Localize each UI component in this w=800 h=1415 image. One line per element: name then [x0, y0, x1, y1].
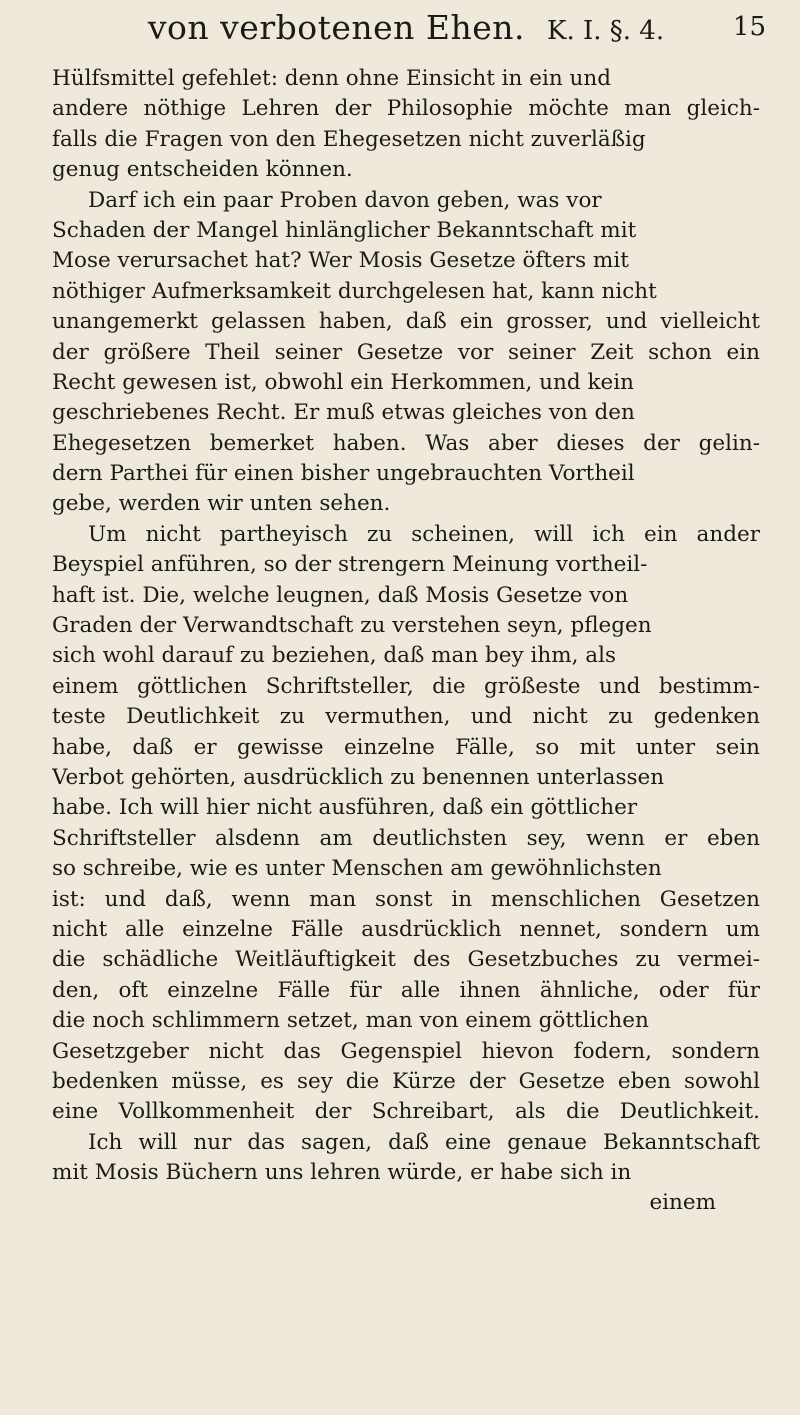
running-header [52, 0, 766, 58]
text-line: Recht gewesen ist, obwohl ein Herkommen, und kein [52, 369, 634, 395]
text-line: Graden der Verwandtschaft zu verstehen seyn, pflegen [52, 613, 652, 639]
text-line: Gesetzgeber nicht das Gegenspiel hievon fodern, sondern [52, 1038, 760, 1064]
text-line: geschriebenes Recht. Er muß etwas gleiches von den [52, 400, 635, 426]
chapter-section-reference: K. I. §. 4. [547, 16, 665, 46]
running-title: von verbotenen Ehen. [147, 8, 526, 47]
text-line: unangemerkt gelassen haben, daß ein grosser, und vielleicht [52, 309, 760, 335]
text-line: die schädliche Weitläuftigkeit des Gesetzbuches zu vermei- [52, 947, 760, 973]
page-number: 15 [732, 12, 766, 42]
text-line: genug entscheiden können. [52, 157, 353, 183]
text-line: einem göttlichen Schriftsteller, die größeste und bestimm- [52, 673, 760, 699]
text-line: Um nicht partheyisch zu scheinen, will ich ein ander [88, 521, 760, 547]
text-line: habe. Ich will hier nicht ausführen, daß ein göttlicher [52, 795, 638, 821]
catchword: einem [649, 1190, 716, 1216]
text-line: die noch schlimmern setzet, man von einem göttlichen [52, 1008, 649, 1034]
text-line: Schriftsteller alsdenn am deutlichsten sey, wenn er eben [52, 825, 760, 851]
text-line: ist: und daß, wenn man sonst in menschlichen Gesetzen [52, 886, 760, 912]
body-text [52, 64, 760, 1219]
text-line: nicht alle einzelne Fälle ausdrücklich nennet, sondern um [52, 916, 760, 942]
text-line: bedenken müsse, es sey die Kürze der Gesetze eben sowohl [52, 1068, 760, 1094]
text-line: den, oft einzelne Fälle für alle ihnen ähnliche, oder für [52, 977, 760, 1003]
text-line: Darf ich ein paar Proben davon geben, was vor [88, 187, 602, 213]
text-line: mit Mosis Büchern uns lehren würde, er habe sich in [52, 1160, 632, 1186]
text-line: Hülfsmittel gefehlet: denn ohne Einsicht in ein und [52, 66, 611, 91]
text-line: eine Vollkommenheit der Schreibart, als die Deutlichkeit. [52, 1099, 760, 1125]
text-line: so schreibe, wie es unter Menschen am gewöhnlichsten [52, 856, 662, 882]
text-line: falls die Fragen von den Ehegesetzen nicht zuverläßig [52, 126, 646, 152]
text-line: Schaden der Mangel hinlänglicher Bekanntschaft mit [52, 217, 637, 243]
text-line: Verbot gehörten, ausdrücklich zu benennen unterlassen [52, 764, 665, 790]
text-line: Ehegesetzen bemerket haben. Was aber dieses der gelin- [52, 430, 760, 456]
text-line: teste Deutlichkeit zu vermuthen, und nicht zu gedenken [52, 704, 760, 730]
text-line: Ich will nur das sagen, daß eine genaue Bekanntschaft [88, 1129, 760, 1155]
text-line: Mose verursachet hat? Wer Mosis Gesetze öfters mit [52, 248, 629, 274]
text-line: sich wohl darauf zu beziehen, daß man bey ihm, als [52, 643, 616, 669]
text-line: der größere Theil seiner Gesetze vor seiner Zeit schon ein [52, 339, 760, 365]
text-line: andere nöthige Lehren der Philosophie möchte man gleich- [52, 96, 760, 122]
text-line: gebe, werden wir unten sehen. [52, 491, 391, 517]
text-line: dern Parthei für einen bisher ungebrauchten Vortheil [52, 461, 635, 487]
text-line: nöthiger Aufmerksamkeit durchgelesen hat, kann nicht [52, 278, 657, 304]
text-line: haft ist. Die, welche leugnen, daß Mosis Gesetze von [52, 582, 629, 608]
text-line: Beyspiel anführen, so der strengern Meinung vortheil- [52, 552, 648, 578]
text-line: habe, daß er gewisse einzelne Fälle, so mit unter sein [52, 734, 760, 760]
